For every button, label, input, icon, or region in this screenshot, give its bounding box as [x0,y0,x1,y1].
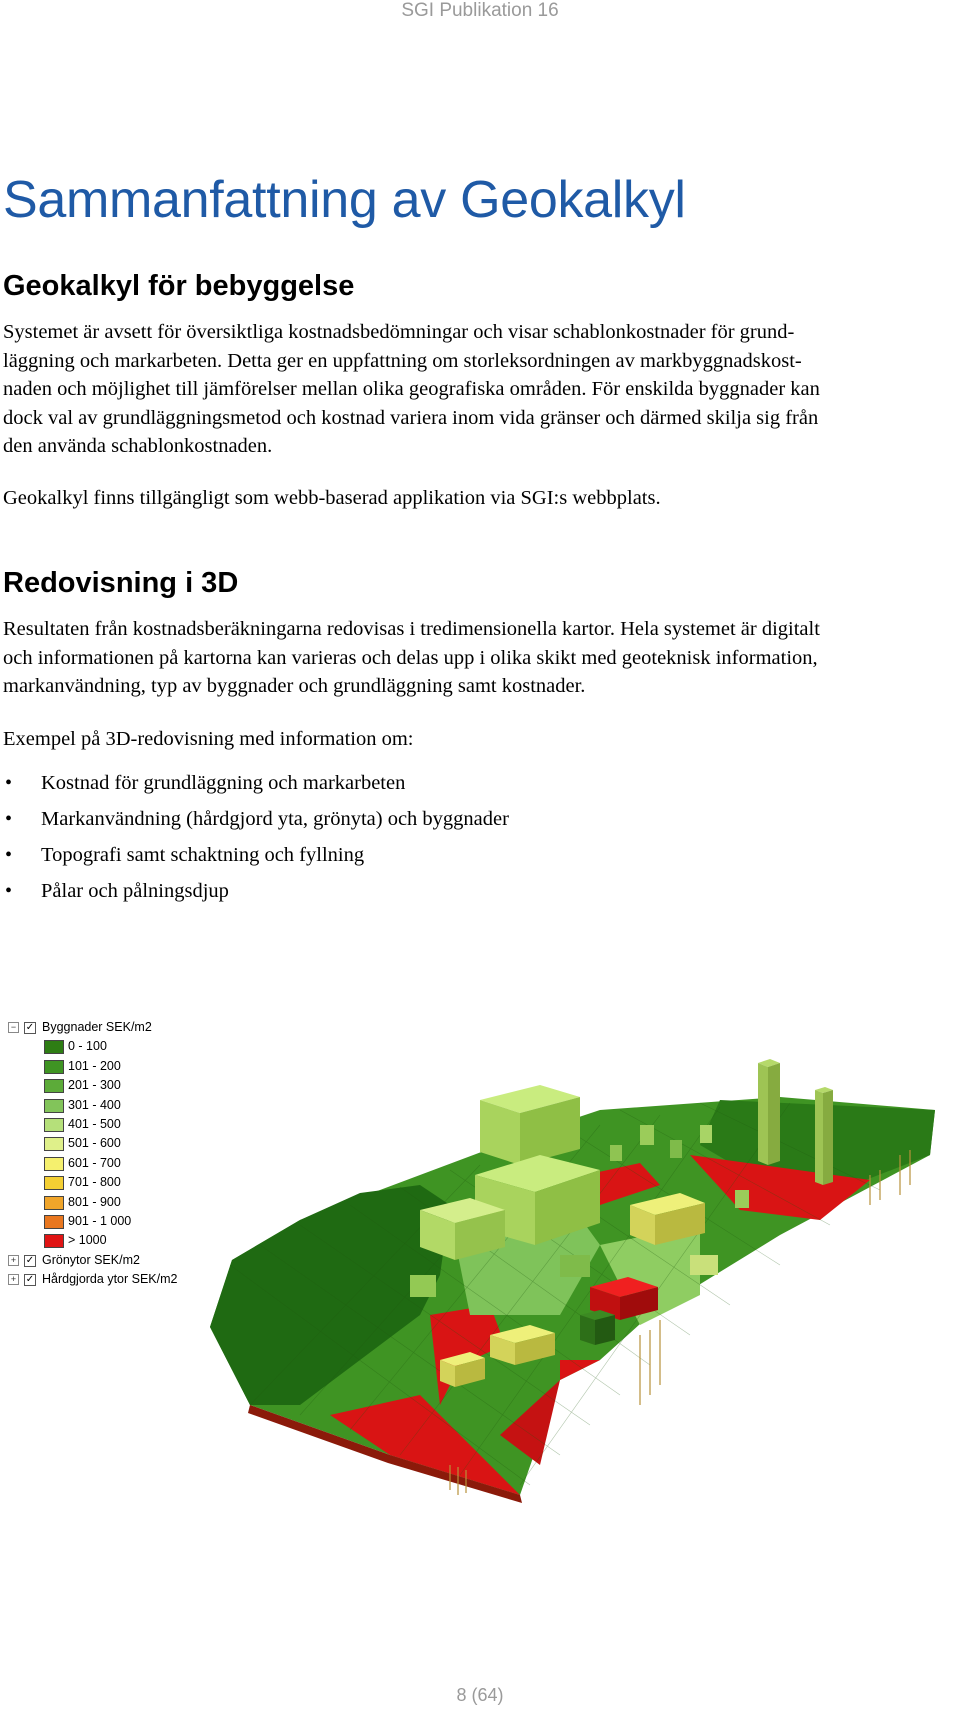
results-paragraph [3,615,958,701]
legend-category-label: 101 - 200 [68,1058,121,1073]
legend-category-label: 501 - 600 [68,1136,121,1151]
list-item: • Topografi samt schaktning och fyllning [3,841,509,877]
legend-category-label: 701 - 800 [68,1175,121,1190]
text-line: Resultaten från kostnadsberäkningarna redovisas i tredimensionella kartor. Hela systemet är digitalt [3,618,820,640]
text-line: läggning och markarbeten. Detta ger en uppfattning om storleksordningen av markbyggnadskost- [3,349,802,372]
legend-swatch [44,1196,64,1210]
text-line: och informationen på kartorna kan varieras och delas upp i olika skikt med geoteknisk information, [3,646,818,669]
page-title: Sammanfattning av Geokalkyl [3,171,686,229]
text-line: markanvändning, typ av byggnader och grundläggning samt kostnader. [3,675,586,697]
layer-checkbox[interactable]: ✓ [25,1254,35,1266]
text-line: den använda schablonkostnaden. [3,435,273,457]
page-number: 8 (64) [456,1685,504,1705]
expand-icon[interactable]: + [8,1274,19,1285]
collapse-icon[interactable]: − [8,1022,19,1033]
legend-swatch [44,1040,64,1054]
legend-category-label: 0 - 100 [68,1039,107,1054]
layer-title: Grönytor SEK/m2 [42,1252,140,1267]
legend-category-label: > 1000 [68,1233,107,1248]
legend-swatch [44,1099,64,1113]
legend-category-label: 901 - 1 000 [68,1213,132,1228]
legend-category-label: 601 - 700 [68,1155,121,1170]
text-line: Systemet är avsett för översiktliga kostnadsbedömningar och visar schablonkostnader för grund- [3,321,795,343]
list-item: • Pålar och pålningsdjup [3,877,509,913]
text-line: naden och möjlighet till jämförelser mellan olika geografiska områden. För enskilda byggnader kan [3,378,820,400]
legend-swatch [44,1118,64,1132]
legend-swatch [44,1060,64,1074]
legend-swatch [44,1137,64,1151]
availability-paragraph: Geokalkyl finns tillgängligt som webb-baserad applikation via SGI:s webbplats. [3,487,661,509]
legend-swatch [44,1157,64,1171]
section-heading-3d: Redovisning i 3D [3,567,239,599]
legend-category-label: 301 - 400 [68,1097,121,1112]
example-intro: Exempel på 3D-redovisning med information om: [3,728,414,750]
expand-icon[interactable]: + [8,1255,19,1266]
legend-category-label: 201 - 300 [68,1078,121,1093]
publication-header: SGI Publikation 16 [401,0,559,21]
layer-title: Byggnader SEK/m2 [42,1020,152,1034]
legend-swatch [44,1176,64,1190]
layer-checkbox[interactable]: ✓ [25,1274,35,1286]
layer-checkbox[interactable]: ✓ [25,1022,35,1033]
legend-swatch [44,1234,64,1248]
layer-title: Hårdgjorda ytor SEK/m2 [42,1272,178,1287]
info-bullet-list [3,769,509,913]
intro-paragraph [3,318,958,461]
list-item: • Markanvändning (hårdgjord yta, grönyta) och byggnader [3,805,509,841]
3d-cost-map-image [0,1015,960,1515]
list-item: • Kostnad för grundläggning och markarbeten [3,769,509,805]
legend-swatch [44,1079,64,1093]
legend-category-label: 801 - 900 [68,1194,121,1209]
text-line: dock val av grundläggningsmetod och kostnad variera inom vida gränser och därmed skilja sig från [3,406,819,429]
section-heading-bebyggelse: Geokalkyl för bebyggelse [3,270,355,302]
legend-category-label: 401 - 500 [68,1116,121,1131]
legend-swatch [44,1215,64,1229]
